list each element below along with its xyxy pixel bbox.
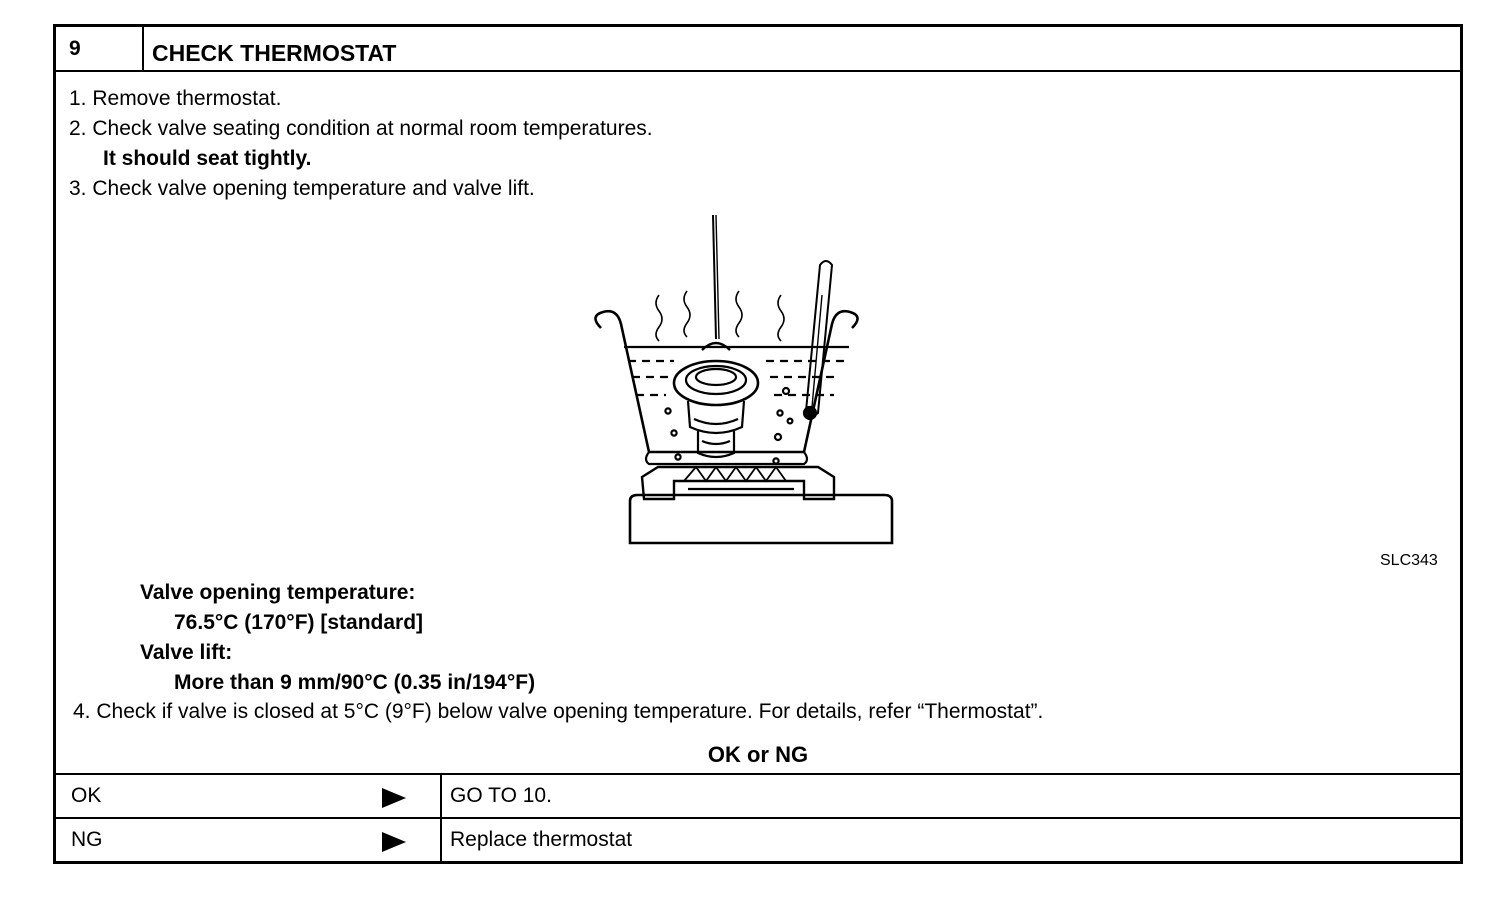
valve-opening-temp-label: Valve opening temperature:: [140, 581, 416, 604]
result-row-ng: [56, 817, 1460, 861]
result-label-ok: OK: [71, 784, 102, 807]
column-divider: [440, 775, 442, 817]
step-title: CHECK THERMOSTAT: [152, 40, 397, 66]
thermostat-in-heated-water-icon: [584, 215, 894, 555]
instruction-2-note: It should seat tightly.: [103, 147, 312, 170]
column-divider: [440, 819, 442, 861]
procedure-step-box: [53, 24, 1463, 864]
step-number: 9: [56, 27, 144, 70]
decision-heading: OK or NG: [707, 742, 809, 767]
result-action-ng: Replace thermostat: [450, 828, 633, 851]
arrow-right-icon: [382, 832, 406, 852]
result-action-ok: GO TO 10.: [450, 784, 552, 807]
result-label-ng: NG: [71, 828, 103, 851]
instruction-4: 4. Check if valve is closed at 5°C (9°F) below valve opening temperature. For details, refer “Thermostat”.: [73, 700, 1044, 723]
figure-code: SLC343: [1380, 552, 1438, 569]
instruction-1: 1. Remove thermostat.: [69, 87, 282, 110]
valve-lift-label: Valve lift:: [140, 641, 233, 664]
step-header: [56, 27, 1460, 72]
instruction-2: 2. Check valve seating condition at normal room temperatures.: [69, 117, 653, 140]
instruction-3: 3. Check valve opening temperature and valve lift.: [69, 177, 535, 200]
valve-lift-value: More than 9 mm/90°C (0.35 in/194°F): [174, 671, 536, 694]
arrow-right-icon: [382, 788, 406, 808]
valve-opening-temp-value: 76.5°C (170°F) [standard]: [174, 611, 424, 634]
result-row-ok: [56, 773, 1460, 817]
